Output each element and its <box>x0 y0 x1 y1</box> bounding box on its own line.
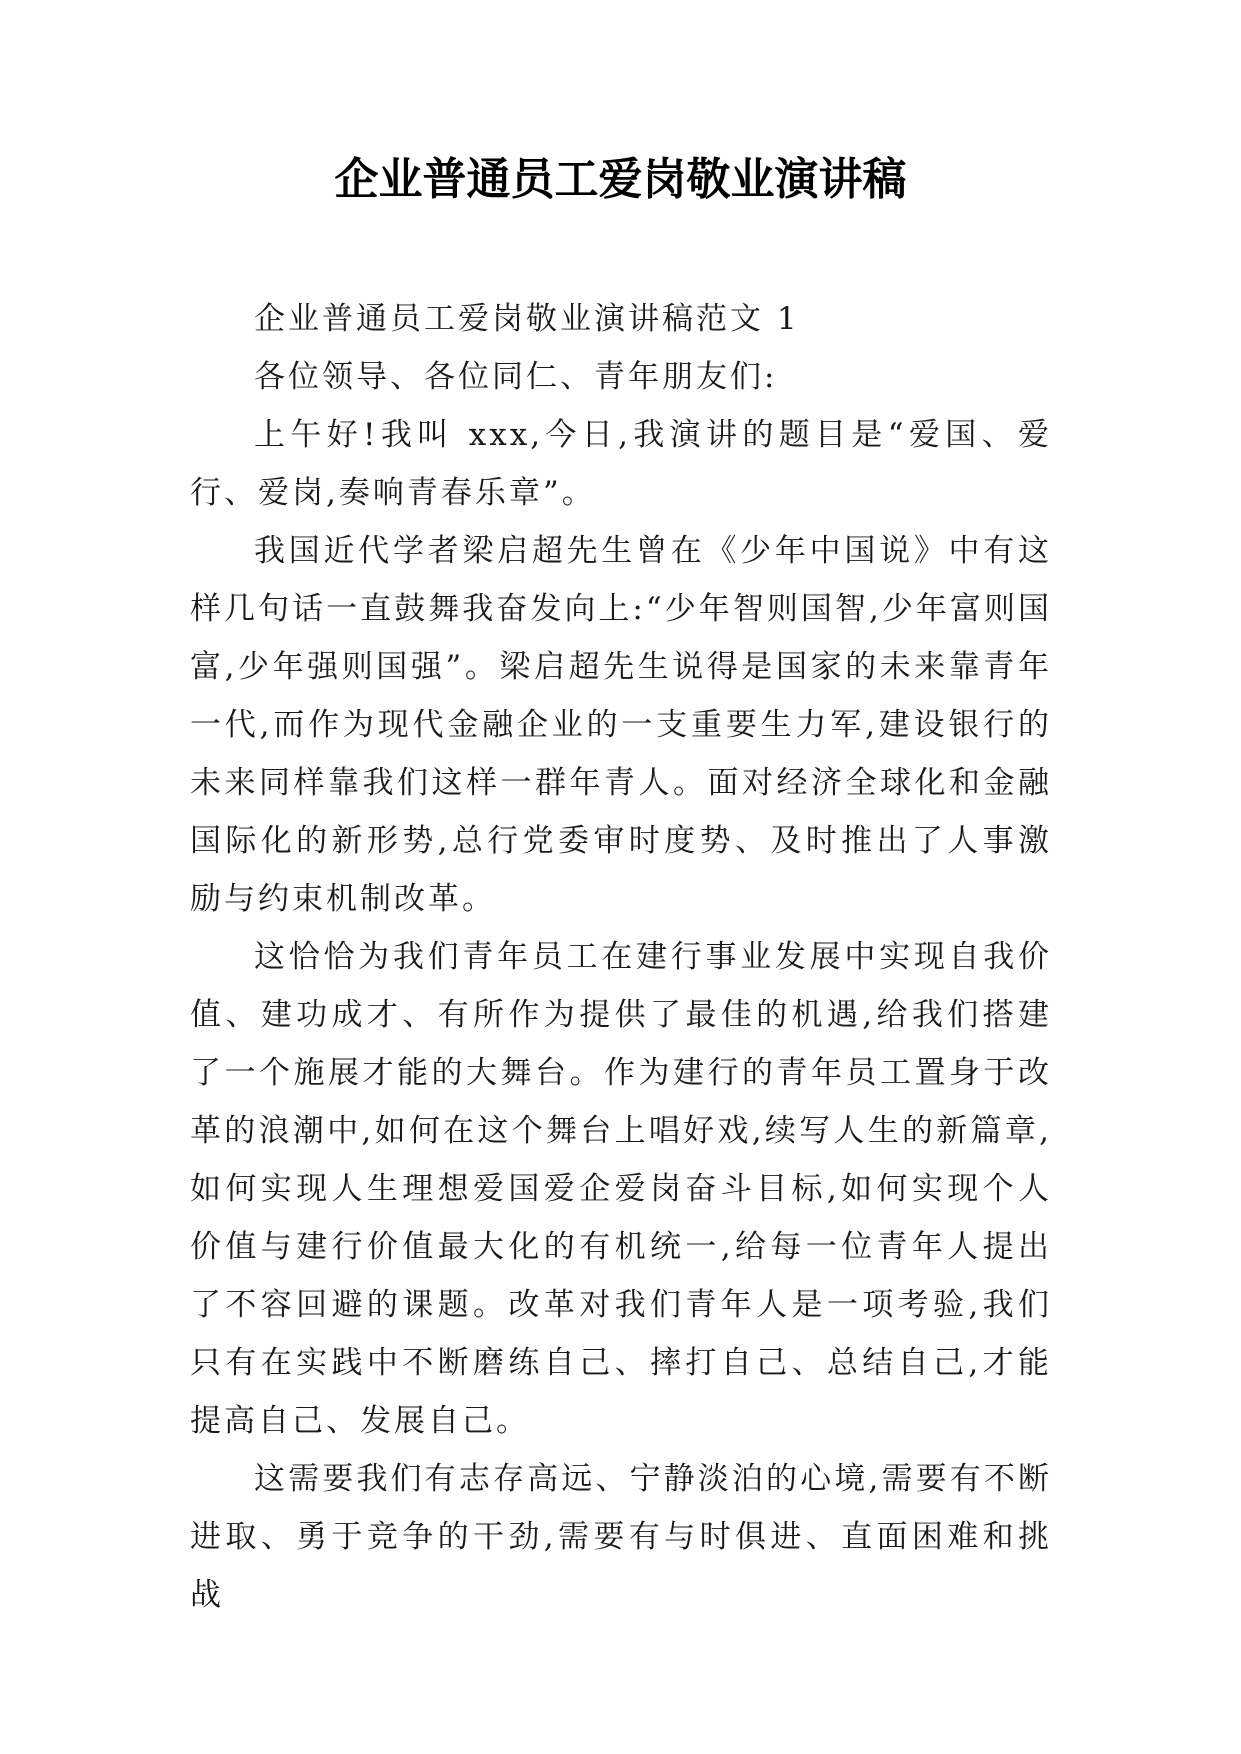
paragraph: 这恰恰为我们青年员工在建行事业发展中实现自我价值、建功成才、有所作为提供了最佳的机遇,给我们搭建了一个施展才能的大舞台。作为建行的青年员工置身于改革的浪潮中,如何在这个舞台上唱好戏,续写人生的新篇章,如何实现人生理想爱国爱企爱岗奋斗目标,如何实现个人价值与建行价值最大化的有机统一,给每一位青年人提出了不容回避的课题。改革对我们青年人是一项考验,我们只有在实践中不断磨练自己、摔打自己、总结自己,才能提高自己、发展自己。 <box>190 939 1052 1439</box>
paragraph-greeting: 上午好!我叫 xxx,今日,我演讲的题目是“爱国、爱行、爱岗,奏响青春乐章”。 <box>190 417 1052 511</box>
paragraph: 这需要我们有志存高远、宁静淡泊的心境,需要有不断进取、勇于竞争的干劲,需要有与时俱进、直面困难和挑战 <box>190 1461 1052 1613</box>
document-body <box>190 290 1052 1624</box>
paragraph: 我国近代学者梁启超先生曾在《少年中国说》中有这样几句话一直鼓舞我奋发向上:“少年智则国智,少年富则国富,少年强则国强”。梁启超先生说得是国家的未来靠青年一代,而作为现代金融企业的一支重要生力军,建设银行的未来同样靠我们这样一群年青人。面对经济全球化和金融国际化的新形势,总行党委审时度势、及时推出了人事激励与约束机制改革。 <box>190 533 1052 917</box>
paragraph-salutation: 各位领导、各位同仁、青年朋友们: <box>254 359 778 395</box>
paragraph-subtitle: 企业普通员工爱岗敬业演讲稿范文 1 <box>254 301 800 337</box>
document-title: 企业普通员工爱岗敬业演讲稿 <box>334 154 907 205</box>
